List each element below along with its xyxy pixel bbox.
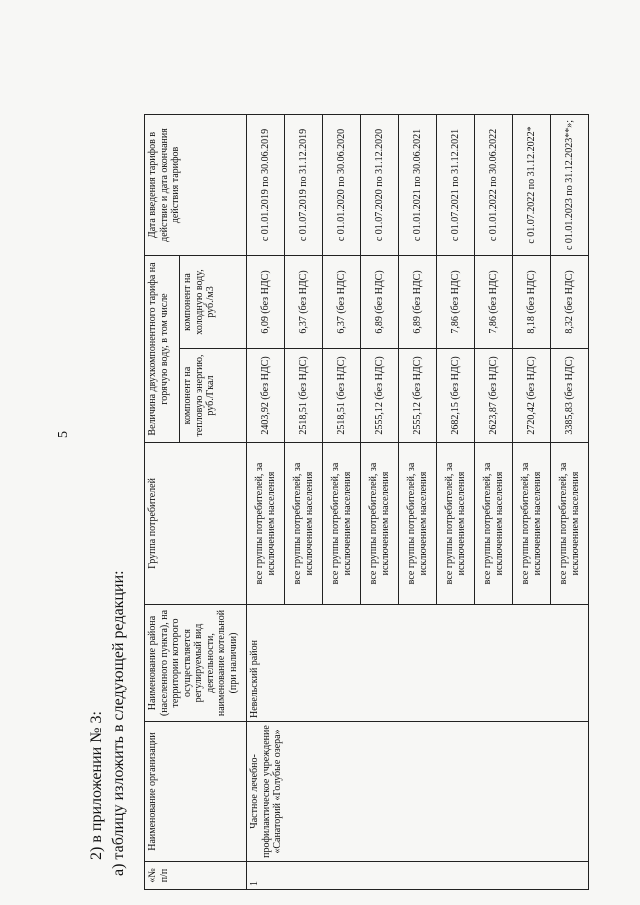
date-cell: с 01.01.2019 по 30.06.2019 — [247, 114, 285, 255]
header-district: Наименование района (населенного пункта), на территории которого осуществляется регулируемый вид деятельности, наименование котельной (при наличии) — [145, 605, 247, 722]
page-number: 5 — [56, 431, 71, 438]
date-cell: с 01.07.2022 по 31.12.2022* — [513, 114, 551, 255]
water-cell: 6,89 (без НДС) — [361, 255, 399, 348]
water-cell: 8,18 (без НДС) — [513, 255, 551, 348]
table-row — [247, 114, 285, 889]
date-cell: с 01.01.2023 по 31.12.2023**»; — [551, 114, 589, 255]
date-cell: с 01.01.2021 по 30.06.2021 — [399, 114, 437, 255]
heat-cell: 2555,12 (без НДС) — [361, 349, 399, 443]
heat-cell: 3385,83 (без НДС) — [551, 349, 589, 443]
header-heat: компонент на тепловую энергию, руб./Гкал — [180, 349, 247, 443]
tariff-table — [144, 114, 589, 890]
heat-cell: 2403,92 (без НДС) — [247, 349, 285, 443]
header-date: Дата введения тарифов в действие и дата окончания действия тарифов — [145, 114, 247, 255]
header-num: «№ п/п — [145, 862, 247, 890]
water-cell: 6,09 (без НДС) — [247, 255, 285, 348]
heat-cell: 2720,42 (без НДС) — [513, 349, 551, 443]
group-cell: все группы потребителей, за исключением населения — [437, 443, 475, 605]
table-header-row — [145, 114, 180, 889]
date-cell: с 01.07.2021 по 31.12.2021 — [437, 114, 475, 255]
water-cell: 7,86 (без НДС) — [475, 255, 513, 348]
rotated-page-content — [88, 110, 608, 890]
section-subheading: а) таблицу изложить в следующей редакции: — [110, 570, 127, 876]
date-cell: с 01.07.2020 по 31.12.2020 — [361, 114, 399, 255]
header-water: компонент на холодную воду, руб./м3 — [180, 255, 247, 348]
group-cell: все группы потребителей, за исключением населения — [399, 443, 437, 605]
group-cell: все группы потребителей, за исключением населения — [247, 443, 285, 605]
heat-cell: 2518,51 (без НДС) — [323, 349, 361, 443]
water-cell: 6,37 (без НДС) — [323, 255, 361, 348]
section-heading: 2) в приложении № 3: — [88, 711, 105, 860]
group-cell: все группы потребителей, за исключением населения — [475, 443, 513, 605]
org-name: Частное лечебно-профилактическое учреждение «Санаторий «Голубые озера» — [247, 722, 589, 862]
group-cell: все группы потребителей, за исключением населения — [361, 443, 399, 605]
heat-cell: 2518,51 (без НДС) — [285, 349, 323, 443]
water-cell: 6,89 (без НДС) — [399, 255, 437, 348]
heat-cell: 2555,12 (без НДС) — [399, 349, 437, 443]
heat-cell: 2623,87 (без НДС) — [475, 349, 513, 443]
date-cell: с 01.07.2019 по 31.12.2019 — [285, 114, 323, 255]
group-cell: все группы потребителей, за исключением населения — [285, 443, 323, 605]
date-cell: с 01.01.2022 по 30.06.2022 — [475, 114, 513, 255]
water-cell: 7,86 (без НДС) — [437, 255, 475, 348]
date-cell: с 01.01.2020 по 30.06.2020 — [323, 114, 361, 255]
district-name: Невельский район — [247, 605, 589, 722]
group-cell: все группы потребителей, за исключением населения — [551, 443, 589, 605]
header-org: Наименование организации — [145, 722, 247, 862]
group-cell: все группы потребителей, за исключением населения — [513, 443, 551, 605]
water-cell: 6,37 (без НДС) — [285, 255, 323, 348]
row-num: 1 — [247, 862, 589, 890]
header-tariff: Величина двухкомпонентного тарифа на горячую воду, в том числе — [145, 255, 180, 442]
heat-cell: 2682,15 (без НДС) — [437, 349, 475, 443]
header-group: Группа потребителей — [145, 443, 247, 605]
water-cell: 8,32 (без НДС) — [551, 255, 589, 348]
group-cell: все группы потребителей, за исключением населения — [323, 443, 361, 605]
